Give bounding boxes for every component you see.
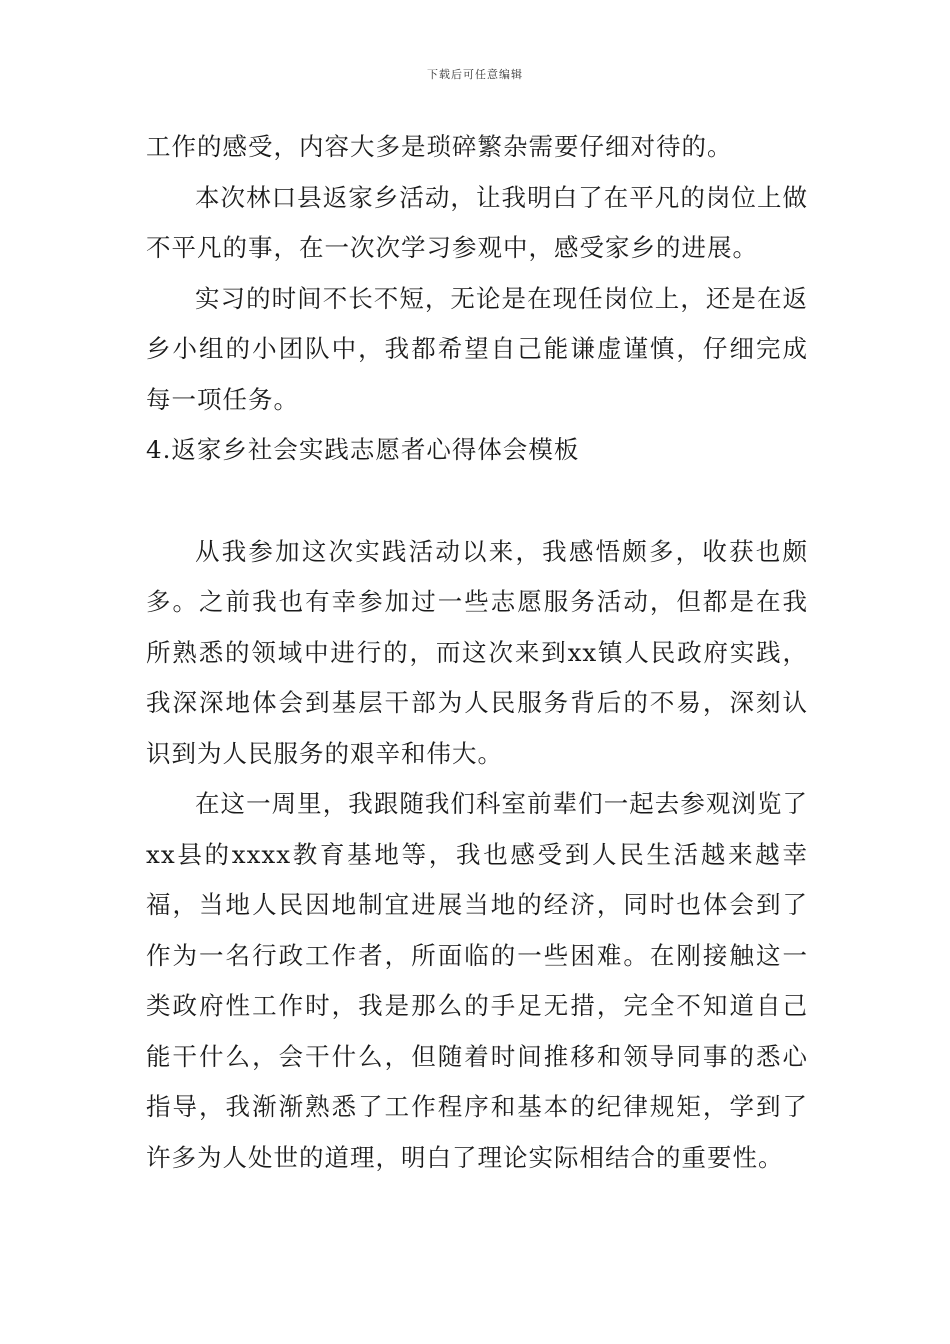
document-body xyxy=(146,122,808,1183)
paragraph-week-experience: 在这一周里，我跟随我们科室前辈们一起去参观浏览了xx县的xxxx教育基地等，我也感受到人民生活越来越幸福，当地人民因地制宜进展当地的经济，同时也体会到了作为一名行政工作者，所面临的一些困难。在刚接触这一类政府性工作时，我是那么的手足无措，完全不知道自己能干什么，会干什么，但随着时间推移和领导同事的悉心指导，我渐渐熟悉了工作程序和基本的纪律规矩，学到了许多为人处世的道理，明白了理论实际相结合的重要性。 xyxy=(146,789,808,1172)
section-heading: 4.返家乡社会实践志愿者心得体会模板 xyxy=(146,435,580,464)
paragraph-activity-reflection: 本次林口县返家乡活动，让我明白了在平凡的岗位上做不平凡的事，在一次次学习参观中，感受家乡的进展。 xyxy=(146,182,808,262)
blank-line xyxy=(146,476,808,527)
page-header-note: 下载后可任意编辑 xyxy=(427,68,523,81)
paragraph-internship-hope: 实习的时间不长不短，无论是在现任岗位上，还是在返乡小组的小团队中，我都希望自己能谦虚谨慎，仔细完成每一项任务。 xyxy=(146,283,808,414)
paragraph-practice-insights: 从我参加这次实践活动以来，我感悟颇多，收获也颇多。之前我也有幸参加过一些志愿服务活动，但都是在我所熟悉的领域中进行的，而这次来到xx镇人民政府实践，我深深地体会到基层干部为人民服务背后的不易，深刻认识到为人民服务的艰辛和伟大。 xyxy=(146,536,808,768)
paragraph-continuation: 工作的感受，内容大多是琐碎繁杂需要仔细对待的。 xyxy=(146,132,733,161)
